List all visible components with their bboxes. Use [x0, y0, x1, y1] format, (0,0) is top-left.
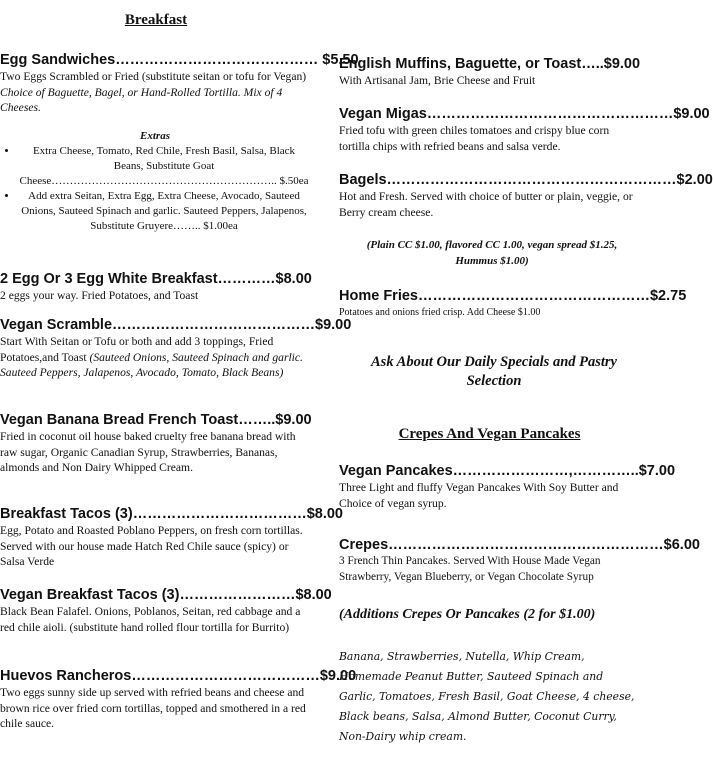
crepes-title: Crepes…………………………………………………$6.00 [339, 537, 700, 553]
egg-sandwiches-desc [0, 69, 310, 116]
crepes-item [339, 536, 700, 585]
vegan-migas-title: Vegan Migas……………………………………………$9.00 [339, 106, 710, 122]
bagels-item [339, 171, 713, 220]
daily-specials-note: Ask About Our Daily Specials and Pastry Selection [371, 354, 617, 389]
english-muffins-desc: With Artisanal Jam, Brie Cheese and Fruit [339, 74, 536, 87]
huevos-title: Huevos Rancheros…………………………………$9.00 [0, 668, 357, 684]
vegan-scramble-desc-plain: Start With Seitan or Tofu or both and add 3 toppings, Fried Potatoes,and Toast [0, 335, 274, 364]
banana-bread-item [0, 411, 310, 476]
vegan-migas-desc: Fried tofu with green chiles tomatoes and crispy blue corn tortilla chips with refried beans and salsa verde. [339, 124, 610, 153]
vegan-tacos-desc: Black Bean Falafel. Onions, Poblanos, Seitan, red cabbage and a red chile aioli. (substitute hand rolled flour tortilla for Burrito) [0, 605, 301, 634]
vegan-pancakes-desc: Three Light and fluffy Vegan Pancakes With Soy Butter and Choice of vegan syrup. [339, 481, 619, 510]
vegan-pancakes-title: Vegan Pancakes……………………,…………..$7.00 [339, 463, 676, 479]
crepes-desc: 3 French Thin Pancakes. Served With House Made Vegan Strawberry, Vegan Blueberry, or Vegan Chocolate Syrup [339, 555, 601, 583]
vegan-pancakes-item [339, 462, 676, 511]
crepes-pancakes-heading: Crepes And Vegan Pancakes [398, 426, 581, 442]
additions-heading: (Additions Crepes Or Pancakes (2 for $1.00) [339, 607, 596, 622]
bagels-title: Bagels……………………………………………………$2.00 [339, 172, 713, 188]
vegan-scramble-desc [0, 334, 310, 381]
additions-list: Banana, Strawberries, Nutella, Whip Cream, Homemade Peanut Butter, Sauteed Spinach and Garlic, Tomatoes, Fresh Basil, Goat Cheese, 4 cheese, Black beans, Salsa, Almond Butter, Coconut Curry, Non-Dairy whip cream. [339, 650, 635, 743]
banana-bread-desc: Fried in coconut oil house baked cruelty free banana bread with raw sugar, Organic Canadian Syrup, Strawberries, Bananas, almonds and Non Dairy Whipped Cream. [0, 430, 296, 474]
egg-sandwiches-item [0, 51, 359, 116]
banana-bread-title: Vegan Banana Bread French Toast……..$9.00 [0, 412, 312, 428]
english-muffins-title: English Muffins, Baguette, or Toast…..$9.00 [339, 56, 641, 72]
huevos-desc: Two eggs sunny side up served with refried beans and cheese and brown rice over fried corn tortillas, topped and smothered in a red chile sauce. [0, 686, 306, 730]
breakfast-tacos-title: Breakfast Tacos (3)………………………………$8.00 [0, 506, 343, 522]
home-fries-desc: Potatoes and onions fried crisp. Add Cheese $1.00 [339, 307, 541, 318]
egg-white-title: 2 Egg Or 3 Egg White Breakfast…………$8.00 [0, 271, 312, 287]
extras-block [0, 130, 310, 234]
egg-white-desc: 2 eggs your way. Fried Potatoes, and Toast [0, 289, 199, 302]
bagels-cream-cheese-note: (Plain CC $1.00, flavored CC 1.00, vegan spread $1.25, Hummus $1.00) [366, 239, 618, 267]
home-fries-item [339, 287, 687, 319]
extras-heading: Extras [140, 130, 170, 142]
bagels-desc: Hot and Fresh. Served with choice of butter or plain, veggie, or Berry cream cheese. [339, 190, 633, 219]
vegan-scramble-title: Vegan Scramble……………………………………$9.00 [0, 317, 352, 333]
home-fries-title: Home Fries…………………………………………$2.75 [339, 288, 687, 304]
breakfast-heading: Breakfast [124, 12, 188, 28]
egg-sandwiches-desc-italic: Choice of Baguette, Bagel, or Hand-Rolled Tortilla. Mix of 4 Cheeses. [0, 85, 283, 114]
extras-item: • Extra Cheese, Tomato, Red Chile, Fresh Basil, Salsa, Black Beans, Substitute Goat Cheese…………………………………………………….. $.50ea [18, 144, 310, 189]
extras-item: • Add extra Seitan, Extra Egg, Extra Cheese, Avocado, Sauteed Onions, Sauteed Spinach and garlic. Sauteed Peppers, Jalapenos, Substitute Gruyere…….. $1.00ea [18, 189, 310, 234]
english-muffins-item [339, 55, 640, 89]
breakfast-tacos-desc: Egg, Potato and Roasted Poblano Peppers, on fresh corn tortillas. Served with our house made Hatch Red Chile sauce (spicy) or Salsa Verde [0, 524, 303, 568]
vegan-tacos-title: Vegan Breakfast Tacos (3)……………………$8.00 [0, 587, 332, 603]
egg-sandwiches-desc-plain: Two Eggs Scrambled or Fried (substitute seitan or tofu for Vegan) [0, 70, 307, 83]
egg-sandwiches-title: Egg Sandwiches…………………………………… $5.50 [0, 52, 359, 68]
vegan-scramble-desc-italic: (Sauteed Onions, Sauteed Spinach and garlic. Sauteed Peppers, Jalapenos, Avocado, Tomato, Black Beans) [0, 350, 303, 379]
egg-white-item [0, 270, 310, 304]
extras-list [0, 144, 310, 234]
breakfast-tacos-item [0, 505, 343, 570]
vegan-migas-item [339, 105, 710, 154]
vegan-scramble-item [0, 316, 352, 381]
huevos-item [0, 667, 357, 732]
vegan-tacos-item [0, 586, 332, 635]
